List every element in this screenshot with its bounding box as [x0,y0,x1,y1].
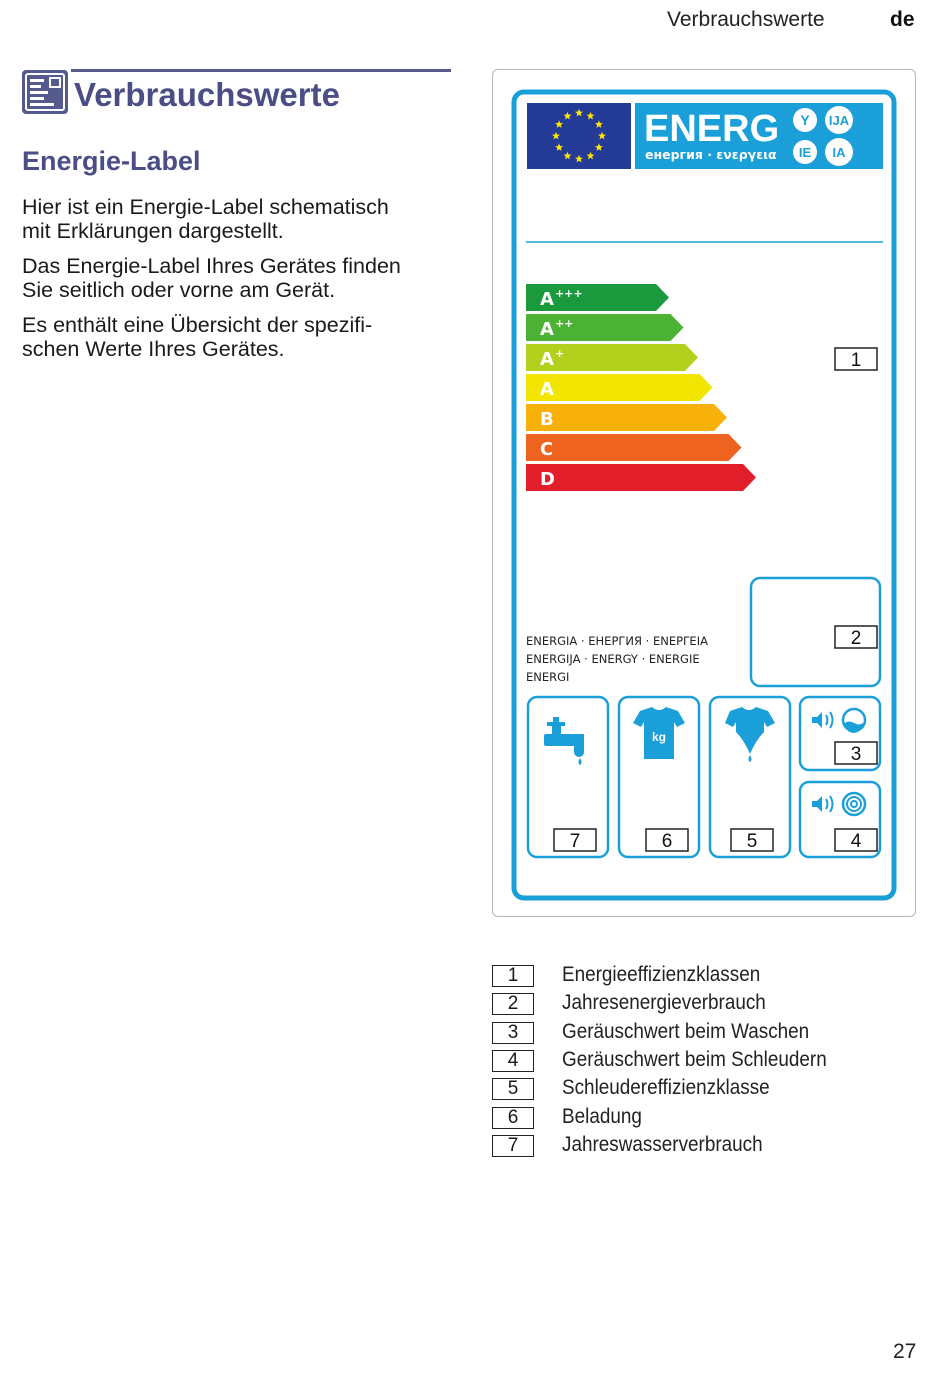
legend-text: Energieeffizienzklassen [562,963,761,986]
legend-number: 2 [492,993,534,1015]
legend-number: 4 [492,1050,534,1072]
legend-number: 3 [492,1022,534,1044]
badge-ija: IJA [828,113,850,128]
legend-number: 7 [492,1135,534,1157]
noise-spin-icon [812,793,865,815]
running-header-title: Verbrauchswerte [667,8,825,31]
page-number: 27 [893,1340,917,1363]
badge-ia: IA [832,145,846,160]
paragraph-1: Hier ist ein Energie-Label schematisch mit Erklärungen dargestellt. [22,195,389,243]
spin-tshirt-icon [725,707,775,762]
class-label: C [540,439,554,460]
section-title: Verbrauchswerte [74,76,340,113]
marker-6: 6 [661,831,673,852]
section-rule [71,69,451,72]
class-label: A [540,379,554,400]
class-label: B [540,409,554,430]
class-label: A+ [540,347,565,370]
legend-text: Geräuschwert beim Schleudern [562,1047,827,1071]
energy-words-line-2: ENERGIJA · ENERGY · ENERGIE [526,652,700,666]
language-code: de [890,8,915,31]
legend-text: Beladung [562,1104,642,1128]
subsection-title: Energie-Label [22,146,201,176]
water-tap-icon [544,717,584,765]
class-label: D [540,469,555,490]
class-label: A++ [540,317,574,340]
marker-1: 1 [850,350,862,371]
energ-word: ENERG [644,108,780,150]
efficiency-class-arrows [526,284,756,491]
marker-3: 3 [850,744,862,765]
class-arrow [526,464,756,491]
consumption-values-icon [22,70,68,114]
noise-wash-icon [812,709,865,733]
class-arrow [526,434,742,461]
marker-4: 4 [850,831,862,852]
paragraph-3: Es enthält eine Übersicht der spezifi- schen Werte Ihres Gerätes. [22,313,373,361]
legend-text: Geräuschwert beim Waschen [562,1019,810,1043]
legend-text: Schleudereffizienzklasse [562,1076,770,1100]
badge-ie: IE [798,145,812,160]
legend-number: 5 [492,1078,534,1100]
kg-label: kg [651,730,667,744]
paragraph-2: Das Energie-Label Ihres Gerätes finden Sie seitlich oder vorne am Gerät. [22,254,401,302]
marker-2: 2 [850,628,862,649]
legend-number: 1 [492,965,534,987]
marker-7: 7 [569,831,581,852]
class-label: A+++ [540,287,583,310]
energy-label-diagram [492,69,916,917]
legend-number: 6 [492,1107,534,1129]
legend-text: Jahreswasserverbrauch [562,1132,763,1156]
legend-text: Jahresenergieverbrauch [562,991,766,1015]
label-border [514,92,894,898]
energy-words-line-1: ENERGIA · ЕНЕРГИЯ · ΕΝΕΡΓΕΙΑ [526,634,708,648]
class-arrow [526,374,713,401]
energ-subword: енергия · ενεργεια [645,147,777,162]
badge-y: Y [800,112,810,128]
marker-5: 5 [746,831,758,852]
class-arrow [526,404,727,431]
tshirt-kg-icon [633,707,685,759]
energy-words-line-3: ENERGI [526,670,570,684]
